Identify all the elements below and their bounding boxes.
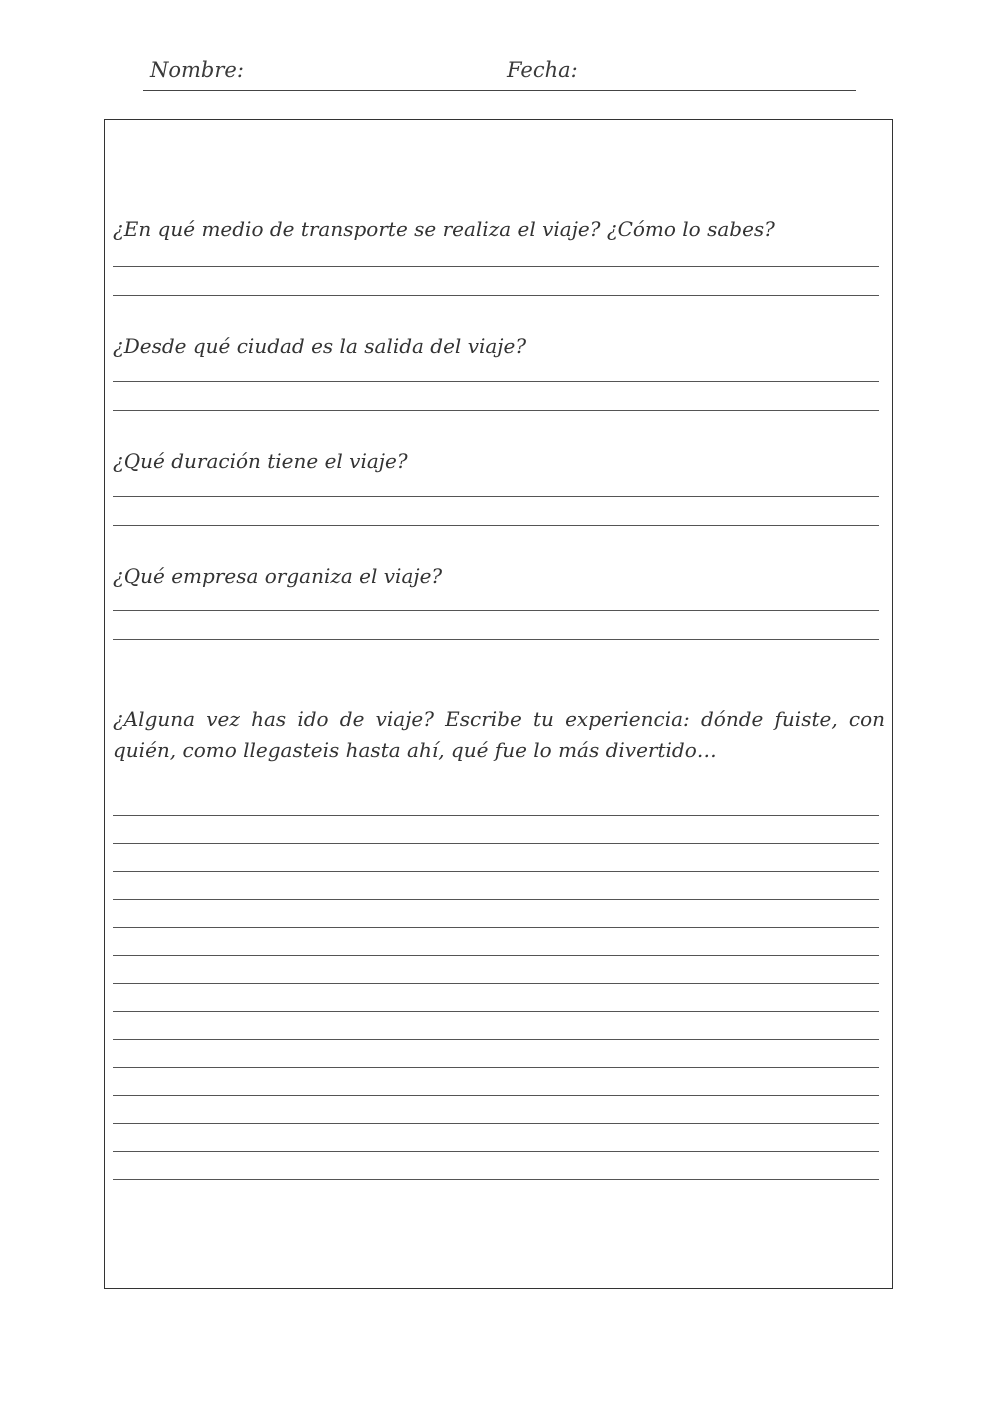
answer-line-q4-1[interactable] bbox=[113, 610, 879, 611]
answer-line-q5-7[interactable] bbox=[113, 983, 879, 984]
answer-line-q5-3[interactable] bbox=[113, 871, 879, 872]
answer-line-q2-2[interactable] bbox=[113, 410, 879, 411]
question-5: ¿Alguna vez has ido de viaje? Escribe tu experiencia: dónde fuiste, con quién, como llegasteis hasta ahí, qué fue lo más divertido… bbox=[113, 707, 885, 762]
answer-line-q3-1[interactable] bbox=[113, 496, 879, 497]
answer-line-q5-5[interactable] bbox=[113, 927, 879, 928]
name-date-answer-line[interactable] bbox=[143, 90, 856, 91]
answer-line-q5-6[interactable] bbox=[113, 955, 879, 956]
answer-line-q5-11[interactable] bbox=[113, 1095, 879, 1096]
answer-line-q2-1[interactable] bbox=[113, 381, 879, 382]
answer-line-q4-2[interactable] bbox=[113, 639, 879, 640]
answer-line-q5-10[interactable] bbox=[113, 1067, 879, 1068]
answer-line-q1-2[interactable] bbox=[113, 295, 879, 296]
answer-line-q5-9[interactable] bbox=[113, 1039, 879, 1040]
question-3: ¿Qué duración tiene el viaje? bbox=[113, 449, 408, 473]
answer-line-q3-2[interactable] bbox=[113, 525, 879, 526]
answer-line-q5-12[interactable] bbox=[113, 1123, 879, 1124]
name-label: Nombre: bbox=[150, 58, 244, 82]
question-1: ¿En qué medio de transporte se realiza el viaje? ¿Cómo lo sabes? bbox=[113, 217, 775, 241]
answer-line-q5-2[interactable] bbox=[113, 843, 879, 844]
date-label: Fecha: bbox=[507, 58, 578, 82]
answer-line-q5-1[interactable] bbox=[113, 815, 879, 816]
answer-line-q5-4[interactable] bbox=[113, 899, 879, 900]
answer-line-q5-8[interactable] bbox=[113, 1011, 879, 1012]
answer-line-q1-1[interactable] bbox=[113, 266, 879, 267]
answer-line-q5-13[interactable] bbox=[113, 1151, 879, 1152]
question-2: ¿Desde qué ciudad es la salida del viaje? bbox=[113, 334, 527, 358]
question-4: ¿Qué empresa organiza el viaje? bbox=[113, 564, 443, 588]
answer-line-q5-14[interactable] bbox=[113, 1179, 879, 1180]
